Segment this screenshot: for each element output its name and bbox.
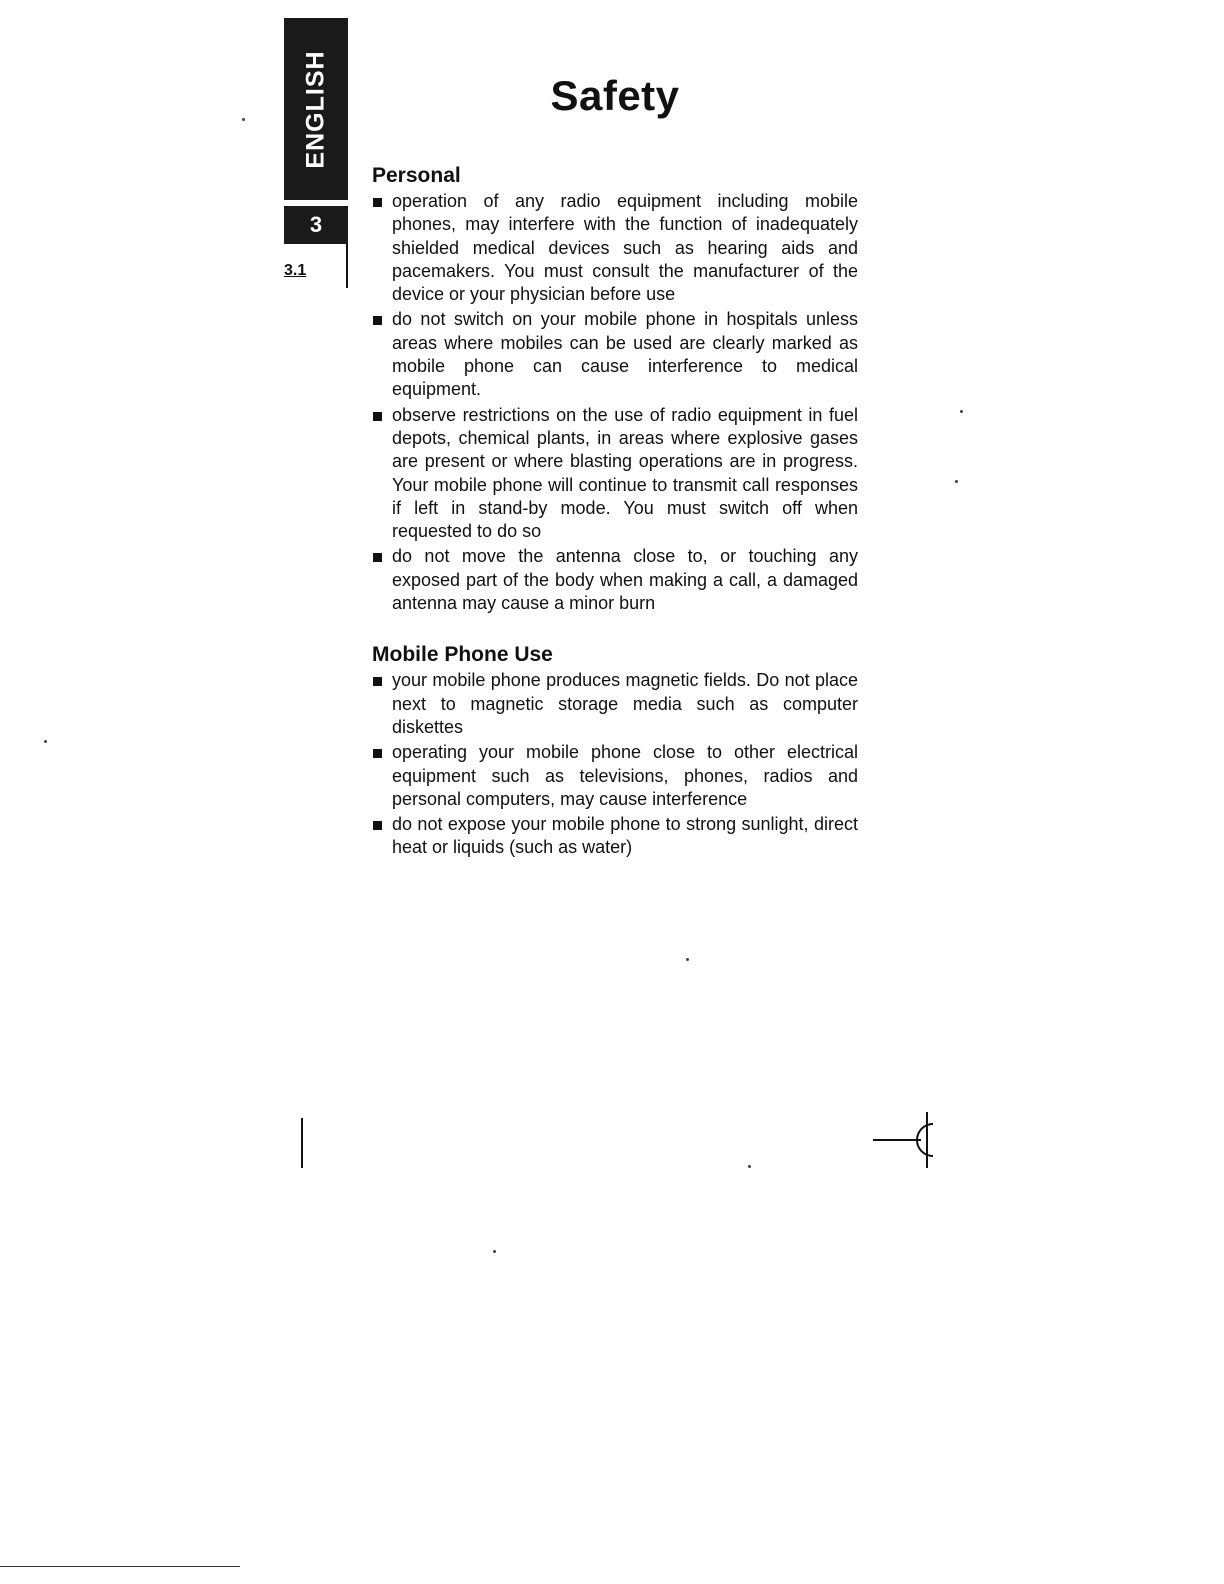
bottom-rule	[0, 1566, 240, 1567]
section-personal	[372, 164, 858, 615]
square-bullet-icon	[373, 749, 382, 758]
list-item	[372, 190, 858, 306]
tab-rule	[346, 244, 348, 288]
margin-rule	[301, 1118, 303, 1168]
list-item-text: do not move the antenna close to, or touching any exposed part of the body when making a call, a damaged antenna may cause a minor burn	[392, 546, 858, 614]
square-bullet-icon	[373, 553, 382, 562]
scan-speck	[955, 480, 958, 483]
list-item	[372, 545, 858, 615]
bullet-list	[372, 190, 858, 615]
chapter-number: 3	[284, 206, 348, 244]
scan-speck	[242, 118, 245, 121]
list-item-text: operating your mobile phone close to other electrical equipment such as televisions, phones, radios and personal computers, may cause interference	[392, 742, 858, 809]
square-bullet-icon	[373, 198, 382, 207]
list-item-text: do not expose your mobile phone to strong sunlight, direct heat or liquids (such as water)	[392, 814, 858, 858]
square-bullet-icon	[373, 412, 382, 421]
crop-mark-icon	[873, 1110, 943, 1170]
scan-speck	[748, 1165, 751, 1168]
bullet-list	[372, 669, 858, 859]
list-item-text: observe restrictions on the use of radio equipment in fuel depots, chemical plants, in areas where explosive gases are present or where blasting operations are in progress. Your mobile phone will continue to transmit call responses if left in stand-by mode. You must switch off when requested to do so	[392, 404, 858, 542]
scan-speck	[493, 1250, 496, 1253]
section-heading: Mobile Phone Use	[372, 643, 553, 667]
list-item	[372, 741, 858, 811]
section-heading: Personal	[372, 164, 461, 187]
square-bullet-icon	[373, 677, 382, 686]
scan-speck	[686, 958, 689, 961]
list-item-text: do not switch on your mobile phone in hospitals unless areas where mobiles can be used are clearly marked as mobile phone can cause interference to medical equipment.	[392, 309, 858, 400]
list-item-text: your mobile phone produces magnetic fields. Do not place next to magnetic storage media such as computer diskettes	[392, 670, 858, 737]
list-item	[372, 308, 858, 401]
language-tab-label-wrap	[284, 18, 348, 200]
section-mobile-phone-use	[372, 643, 858, 859]
square-bullet-icon	[373, 821, 382, 830]
page-title: Safety	[550, 72, 680, 119]
list-item	[372, 813, 858, 860]
language-tab-label: ENGLISH	[301, 49, 330, 169]
scan-speck	[960, 410, 963, 413]
content	[372, 164, 858, 862]
list-item	[372, 404, 858, 544]
list-item	[372, 669, 858, 739]
square-bullet-icon	[373, 316, 382, 325]
list-item-text: operation of any radio equipment including mobile phones, may interfere with the function of inadequately shielded medical devices such as hearing aids and pacemakers. You must consult the manufacturer of the device or your physician before use	[392, 191, 858, 305]
scan-speck	[44, 740, 47, 743]
section-number: 3.1	[284, 262, 307, 279]
